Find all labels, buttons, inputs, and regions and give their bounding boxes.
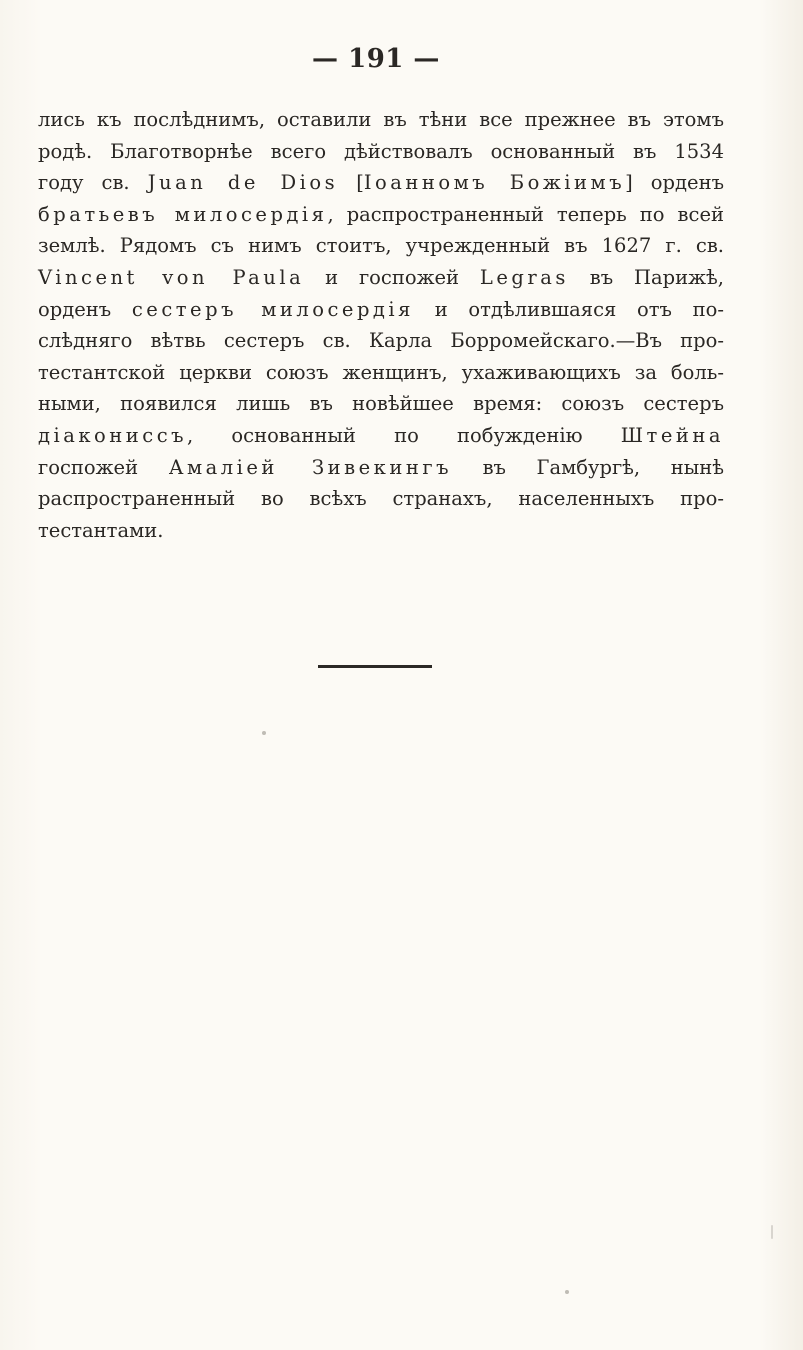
text-run: въ Парижѣ, (568, 265, 724, 289)
text-line (38, 452, 724, 484)
text-run: , распространенный теперь по всей (327, 202, 724, 226)
spaced-emphasis: Juan de Dios (147, 171, 339, 195)
spaced-emphasis: сестеръ милосердія (131, 297, 414, 321)
text-line (38, 420, 724, 452)
text-run: госпожей (38, 455, 169, 479)
text-line (38, 388, 724, 420)
text-run: родѣ. Благотворнѣе всего дѣйствовалъ основанный въ 1534 (38, 139, 724, 163)
text-run: ] орденъ (625, 171, 724, 195)
text-line (38, 104, 724, 136)
text-run: , основанный по побужденію (187, 423, 621, 447)
spaced-emphasis: Legras (479, 265, 569, 289)
section-end-rule (318, 665, 432, 668)
text-line (38, 515, 724, 547)
spaced-emphasis: Амаліей Зивекингъ (168, 455, 452, 479)
text-run: [ (338, 171, 364, 195)
text-run: и отдѣлившаяся отъ по- (413, 297, 724, 321)
text-run: ными, появился лишь въ новѣйшее время: союзъ сестеръ (38, 392, 724, 416)
spaced-emphasis: Іоанномъ Божіимъ (363, 171, 626, 195)
spaced-emphasis: діаконисcъ (38, 423, 188, 447)
text-run: тестантской церкви союзъ женщинъ, ухаживающихъ за боль- (38, 360, 724, 384)
text-line (38, 136, 724, 168)
paper-speck (262, 731, 266, 735)
paper-speck (771, 1225, 773, 1239)
text-run: слѣдняго вѣтвь сестеръ св. Карла Борромейскаго.—Въ про- (38, 329, 724, 353)
text-run: орденъ (38, 297, 132, 321)
text-line (38, 230, 724, 262)
text-line (38, 262, 724, 294)
text-run: лись къ послѣднимъ, оставили въ тѣни все прежнее въ этомъ (38, 108, 724, 131)
text-line (38, 294, 724, 326)
text-run: тестантами. (38, 518, 164, 542)
page-number: — 191 — (312, 44, 440, 74)
paper-speck (565, 1290, 569, 1294)
text-line (38, 357, 724, 389)
text-run: землѣ. Рядомъ съ нимъ стоитъ, учрежденный въ 1627 г. св. (38, 234, 724, 258)
text-run: и госпожей (304, 265, 480, 289)
text-line (38, 325, 724, 357)
text-line (38, 199, 724, 231)
text-run: въ Гамбургѣ, нынѣ (451, 455, 725, 479)
body-text (38, 104, 724, 546)
text-line (38, 167, 724, 199)
spaced-emphasis: Штейна (620, 423, 724, 447)
spaced-emphasis: Vincent von Paula (38, 265, 305, 289)
spaced-emphasis: братьевъ милосердія (38, 202, 328, 226)
text-run: году св. (38, 171, 148, 195)
text-line (38, 483, 724, 515)
text-run: распространенный во всѣхъ странахъ, населенныхъ про- (38, 487, 724, 511)
